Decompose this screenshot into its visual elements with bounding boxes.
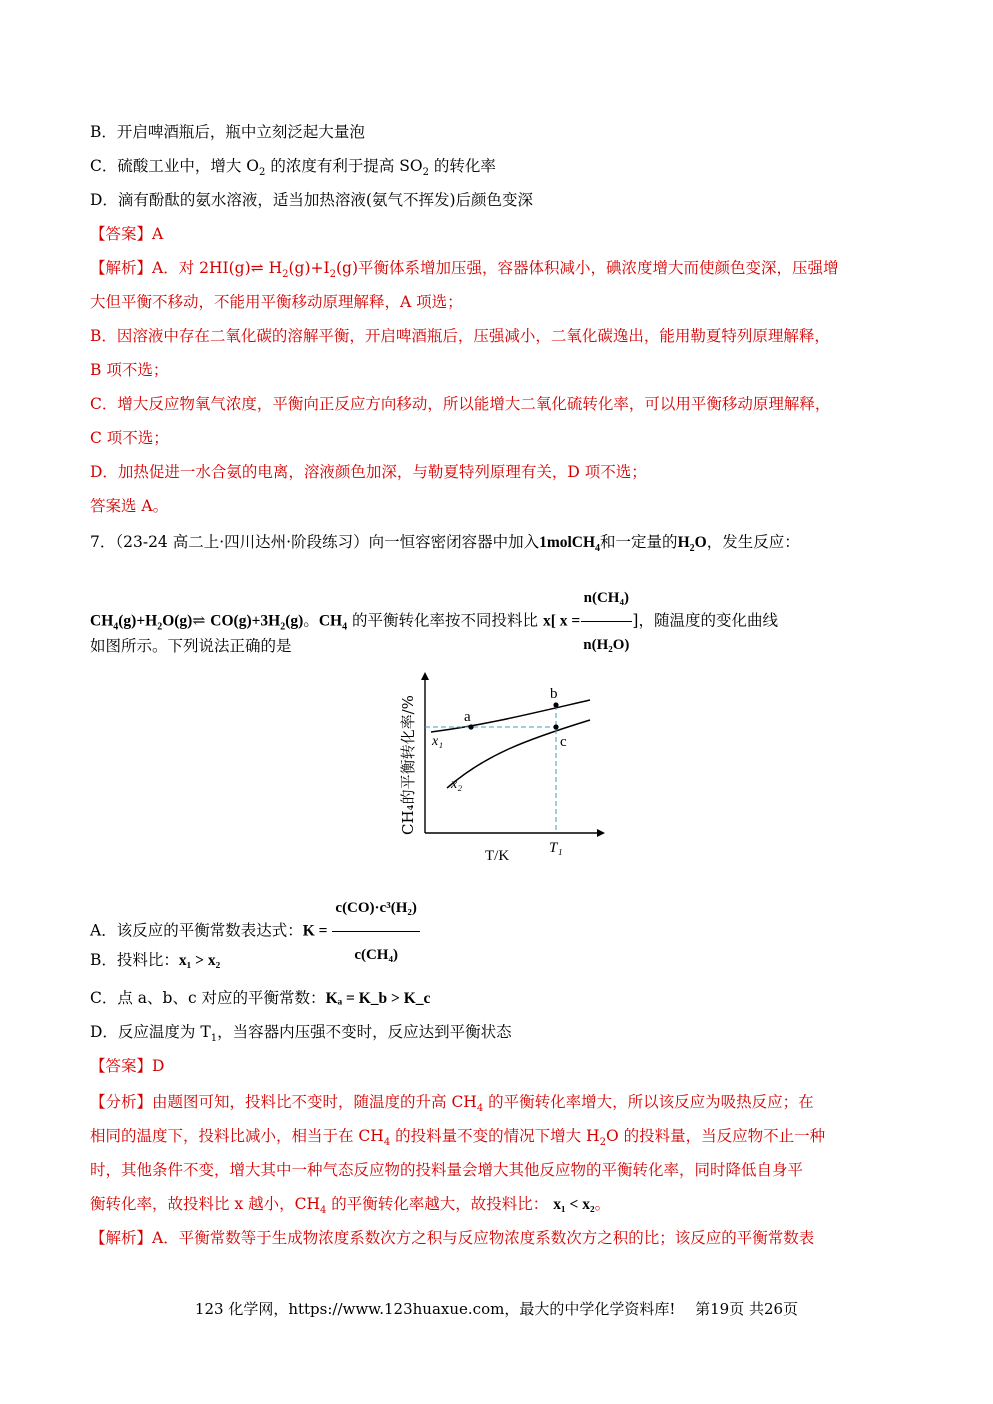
text-seg: (g)+I bbox=[288, 259, 330, 277]
text-seg: ]，随温度的变化曲线 bbox=[632, 611, 778, 630]
text-seg: CH bbox=[90, 612, 114, 630]
analysis-line-1: 【解析】A．对 2HI(g)⇌ $H_2(g)+I_2(g)$平衡体系增加压强，容器体积减小，碘浓度增大而使颜色变深，压强增 bbox=[90, 259, 839, 281]
curve-x2 bbox=[447, 720, 590, 788]
analysis-line-5: C．增大反应物氧气浓度，平衡向正反应方向移动，所以能增大二氧化硫转化率，可以用平衡移动原理解释， bbox=[90, 395, 831, 413]
option-b-text: B．开启啤酒瓶后，瓶中立刻泛起大量泡 bbox=[90, 123, 365, 141]
text-seg: O 的投料量，当反应物不止一种 bbox=[605, 1127, 826, 1145]
sub: 4 bbox=[383, 1137, 391, 1149]
option-d-text: D．滴有酚酞的氨水溶液，适当加热溶液(氨气不挥发)后颜色变深 bbox=[90, 191, 534, 209]
x-axis-arrow bbox=[597, 829, 605, 837]
analysis-line-4: B 项不选； bbox=[90, 361, 169, 379]
text-seg: ，发生反应： bbox=[706, 533, 800, 551]
text-seg: A．该反应的平衡常数表达式： bbox=[90, 921, 303, 940]
analysis-line-8: 答案选 A。 bbox=[90, 497, 169, 515]
text-seg: O(g) bbox=[162, 612, 193, 630]
option-c-7 bbox=[90, 988, 430, 1009]
sub: 2 bbox=[157, 621, 163, 633]
page-footer: 123 化学网，https://www.123huaxue.com，最大的中学化学资料库! 第19页 共26页 bbox=[194, 1300, 799, 1318]
text-seg: Kₐ = K_b > K_c bbox=[325, 990, 431, 1007]
text-seg: D．反应温度为 T bbox=[90, 1023, 211, 1041]
sub: 2 bbox=[280, 621, 286, 633]
sub: 4 bbox=[319, 1205, 327, 1217]
text-seg: x₁ < x₂ bbox=[553, 1196, 595, 1213]
text-seg: 衡转化率，故投料比 x 越小，CH bbox=[90, 1195, 320, 1213]
text-seg: C．点 a、b、c 对应的平衡常数： bbox=[90, 989, 326, 1007]
analysis-tag: 【解析】 bbox=[90, 1229, 153, 1247]
fraction-denominator: c(CH₄) bbox=[354, 947, 398, 963]
sub: 4 bbox=[595, 543, 601, 555]
answer-tag: 【答案】 bbox=[90, 225, 153, 243]
text-seg: 7．（23-24 高二上·四川达州·阶段练习）向一恒容密闭容器中加入 bbox=[90, 533, 540, 551]
text-seg: C．硫酸工业中，增大 O bbox=[90, 157, 259, 175]
sub: 2 bbox=[689, 543, 695, 555]
analysis-line-3: B．因溶液中存在二氧化碳的溶解平衡，开启啤酒瓶后，压强减小，二氧化碳逸出，能用勒夏特列原理解释， bbox=[90, 327, 830, 345]
text-seg: x₁ > x₂ bbox=[178, 952, 221, 969]
sub: 2 bbox=[259, 167, 266, 179]
answer-tag: 【答案】 bbox=[90, 1057, 153, 1075]
analysis-7-line-3: 时，其他条件不变，增大其中一种气态反应物的投料量会增大其他反应物的平衡转化率，同时降低自身平 bbox=[90, 1161, 804, 1179]
question-7-line-1 bbox=[90, 532, 800, 559]
text-seg: 。 bbox=[594, 1195, 611, 1213]
analysis-tag: 【解析】 bbox=[90, 259, 153, 277]
sub: 2 bbox=[599, 1137, 606, 1149]
answer-value: D bbox=[152, 1057, 165, 1075]
analysis-7-line-2 bbox=[90, 1126, 825, 1153]
sub: 4 bbox=[476, 1103, 484, 1115]
point-c bbox=[553, 724, 558, 729]
label-x2: x₂ bbox=[451, 777, 463, 792]
text-seg: 由题图可知，投料比不变时，随温度的升高 CH bbox=[152, 1093, 477, 1111]
sub: 4 bbox=[113, 621, 119, 633]
text-seg: 的平衡转化率越大，故投料比： bbox=[331, 1195, 549, 1213]
text-seg: (g)+H bbox=[118, 612, 158, 630]
answer-line-7 bbox=[90, 1056, 164, 1076]
analysis-line-2: 大但平衡不移动，不能用平衡移动原理解释，A 项选； bbox=[90, 293, 463, 311]
fraction-numerator: n(CH₄) bbox=[581, 576, 632, 622]
text-seg: B．投料比： bbox=[90, 951, 179, 969]
text-seg: CO(g)+3H bbox=[210, 612, 281, 630]
option-c-text bbox=[90, 156, 496, 183]
text-seg: O bbox=[694, 534, 707, 551]
analysis-7-line-1 bbox=[90, 1092, 814, 1119]
text-seg: A．对 2HI(g) bbox=[152, 259, 251, 277]
x-axis-label: T/K bbox=[485, 848, 510, 864]
t1-label: T₁ bbox=[549, 840, 563, 856]
text-seg: 1molCH bbox=[539, 534, 596, 551]
point-a bbox=[468, 724, 473, 729]
text-seg: (g)平衡体系增加压强，容器体积减小，碘浓度增大而使颜色变深，压强增 bbox=[336, 259, 839, 277]
text-seg: (g) bbox=[285, 612, 304, 630]
conversion-temperature-chart bbox=[385, 670, 605, 870]
y-axis-label: CH₄的平衡转化率/% bbox=[399, 695, 417, 835]
analysis-line-7: D．加热促进一水合氨的电离，溶液颜色加深，与勒夏特列原理有关，D 项不选； bbox=[90, 463, 647, 481]
label-x1: x₁ bbox=[432, 734, 444, 749]
text-seg: H bbox=[268, 259, 283, 277]
text-seg: CH bbox=[318, 612, 343, 630]
answer-line bbox=[90, 224, 163, 244]
text-seg: K = bbox=[302, 922, 328, 940]
text-seg: 相同的温度下，投料比减小，相当于在 CH bbox=[90, 1127, 384, 1145]
sub: 2 bbox=[329, 269, 336, 281]
question-7-line-2: $CH_4(g)+H_2O(g)\rightleftharpoons$ $CO(g)+3H_2(g)$。$CH_4$ 的平衡转化率按不同投料比 x[ x = $\frac{\text{n(CH₄)}}{\text{n(H₂O)}}$ ]，随温度的变化曲线 bbox=[90, 576, 778, 620]
text-seg: 和一定量的 bbox=[600, 533, 678, 551]
text-seg: x[ x = bbox=[542, 612, 581, 630]
question-7-line-3: 如图所示。下列说法正确的是 bbox=[90, 637, 292, 655]
option-d-7: D．反应温度为 $T_1$，当容器内压强不变时，反应达到平衡状态 bbox=[90, 1023, 512, 1045]
text-seg: ，当容器内压强不变时，反应达到平衡状态 bbox=[217, 1023, 512, 1041]
analysis-line-6: C 项不选； bbox=[90, 429, 169, 447]
text-seg: 的投料量不变的情况下增大 H bbox=[395, 1127, 600, 1145]
label-b: b bbox=[550, 686, 558, 702]
y-axis-arrow bbox=[421, 672, 429, 680]
sub: 4 bbox=[342, 621, 348, 633]
point-b bbox=[553, 702, 558, 707]
equilibrium-constant-fraction bbox=[332, 886, 419, 977]
text-seg: 的转化率 bbox=[433, 157, 496, 175]
text-seg: 。 bbox=[303, 611, 319, 630]
sub: 2 bbox=[422, 167, 429, 179]
text-seg: H bbox=[677, 534, 690, 551]
label-a: a bbox=[464, 709, 471, 725]
text-seg: A．平衡常数等于生成物浓度系数次方之积与反应物浓度系数次方之积的比；该反应的平衡常数表 bbox=[152, 1229, 815, 1247]
feed-ratio-fraction bbox=[580, 576, 632, 667]
fenxi-tag: 【分析】 bbox=[90, 1093, 153, 1111]
text-seg: 的平衡转化率增大，所以该反应为吸热反应；在 bbox=[488, 1093, 814, 1111]
answer-value: A bbox=[152, 225, 164, 243]
analysis-7-line-5 bbox=[90, 1228, 814, 1248]
label-c: c bbox=[560, 734, 567, 750]
fraction-numerator: c(CO)·c³(H₂) bbox=[332, 886, 419, 932]
text-seg: 的平衡转化率按不同投料比 bbox=[352, 611, 539, 630]
sub: 2 bbox=[282, 269, 289, 281]
option-b-7 bbox=[90, 950, 220, 971]
fraction-denominator: n(H₂O) bbox=[583, 637, 630, 653]
text-seg: 的浓度有利于提高 SO bbox=[270, 157, 423, 175]
analysis-7-line-4 bbox=[90, 1194, 610, 1221]
